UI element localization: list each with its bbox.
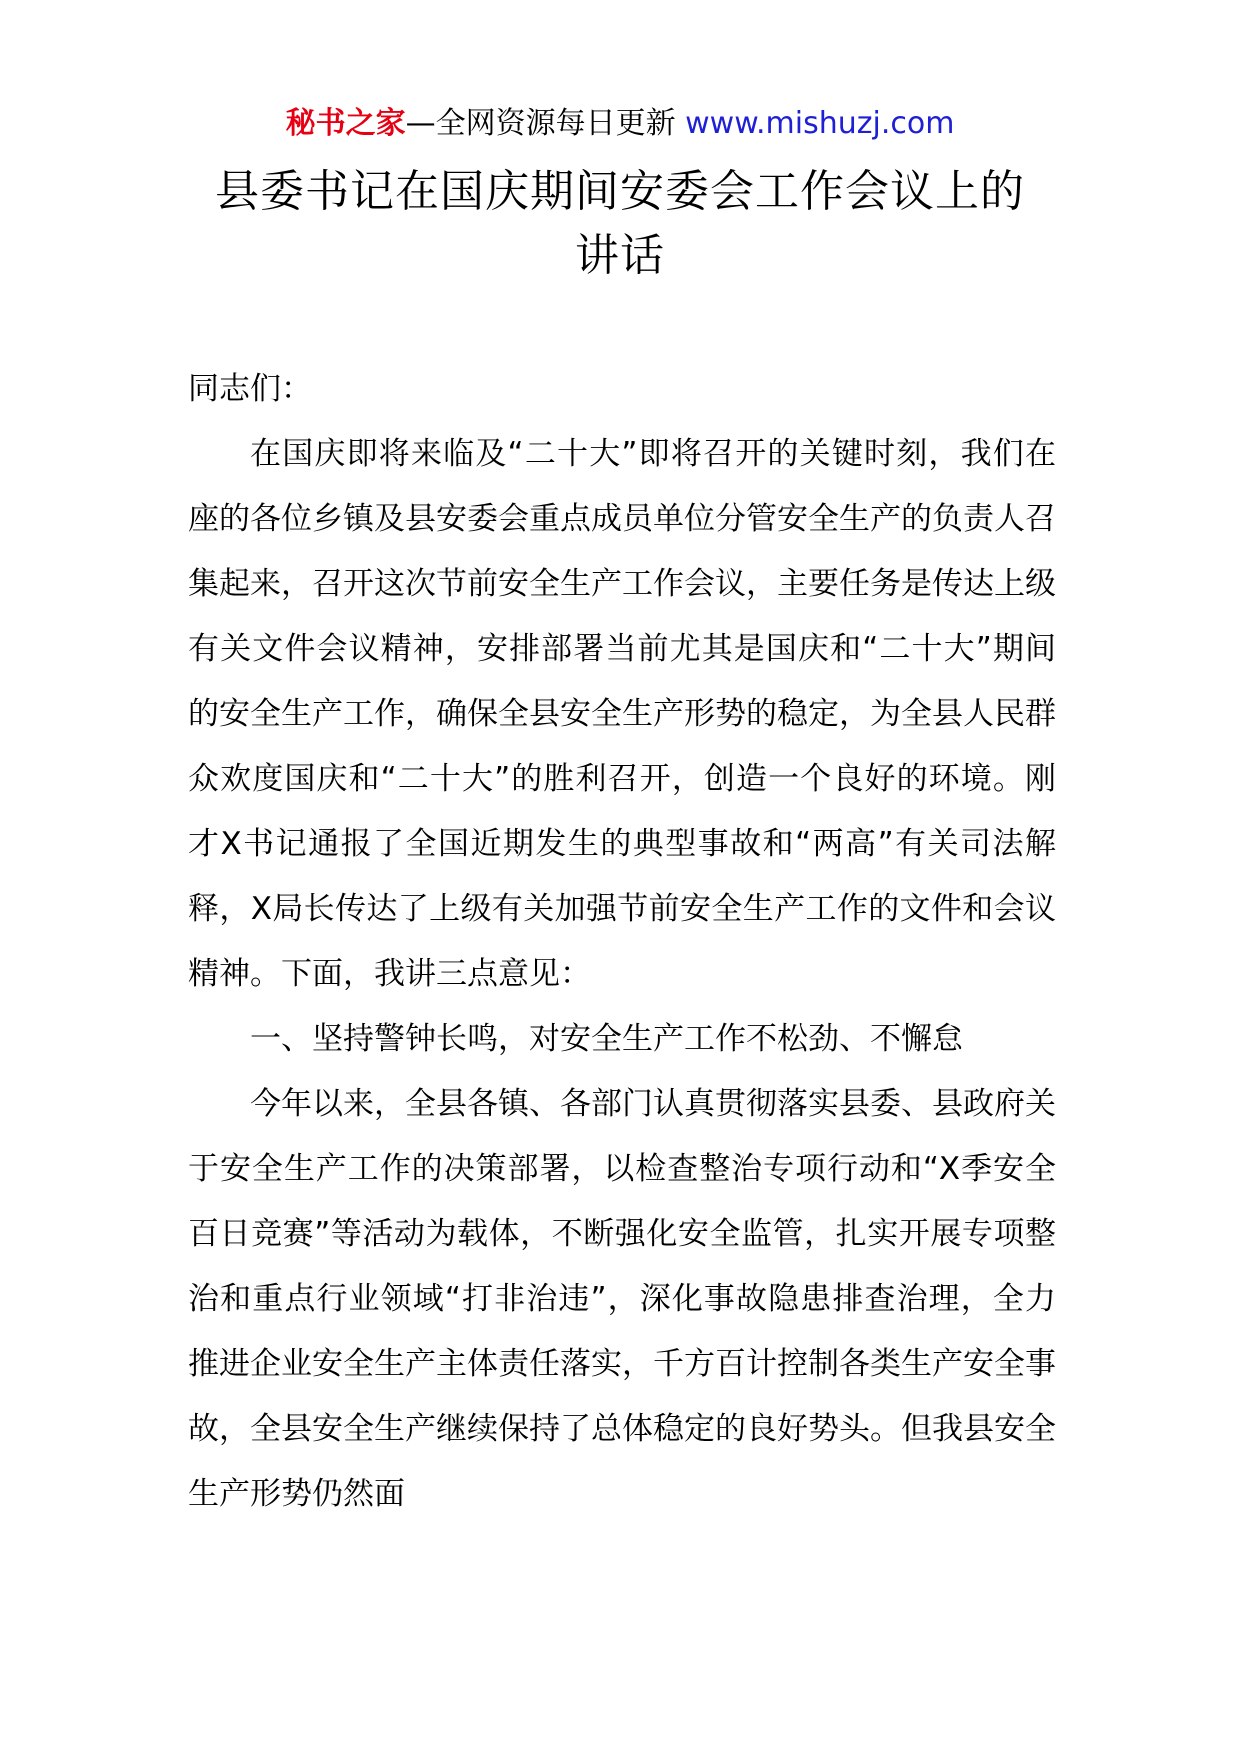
paragraph: 在国庆即将来临及“二十大”即将召开的关键时刻，我们在座的各位乡镇及县安委会重点成员单位分管安全生产的负责人召集起来，召开这次节前安全生产工作会议，主要任务是传达上级有关文件会议精神，安排部署当前尤其是国庆和“二十大”期间的安全生产工作，确保全县安全生产形势的稳定，为全县人民群众欢度国庆和“二十大”的胜利召开，创造一个良好的环境。刚才X书记通报了全国近期发生的典型事故和“两高”有关司法解释，X局长传达了上级有关加强节前安全生产工作的文件和会议精神。下面，我讲三点意见： <box>188 436 1056 992</box>
site-url-link[interactable]: www.mishuzj.com <box>685 106 955 141</box>
salutation: 同志们： <box>188 371 312 407</box>
site-brand: 秘书之家 <box>285 106 406 141</box>
header-tagline: —全网资源每日更新 <box>405 106 686 141</box>
document-body <box>188 357 1056 1527</box>
title-line-2: 讲话 <box>575 230 665 281</box>
paragraph: 今年以来，全县各镇、各部门认真贯彻落实县委、县政府关于安全生产工作的决策部署，以检查整治专项行动和“X季安全百日竞赛”等活动为载体，不断强化安全监管，扎实开展专项整治和重点行业领域“打非治违”，深化事故隐患排查治理，全力推进企业安全生产主体责任落实，千方百计控制各类生产安全事故，全县安全生产继续保持了总体稳定的良好势头。但我县安全生产形势仍然面 <box>188 1086 1056 1512</box>
title-line-1: 县委书记在国庆期间安委会工作会议上的 <box>215 166 1025 217</box>
section-heading: 一、坚持警钟长鸣，对安全生产工作不松劲、不懈怠 <box>250 1021 963 1057</box>
site-header <box>0 102 1240 146</box>
document-title <box>0 160 1240 288</box>
